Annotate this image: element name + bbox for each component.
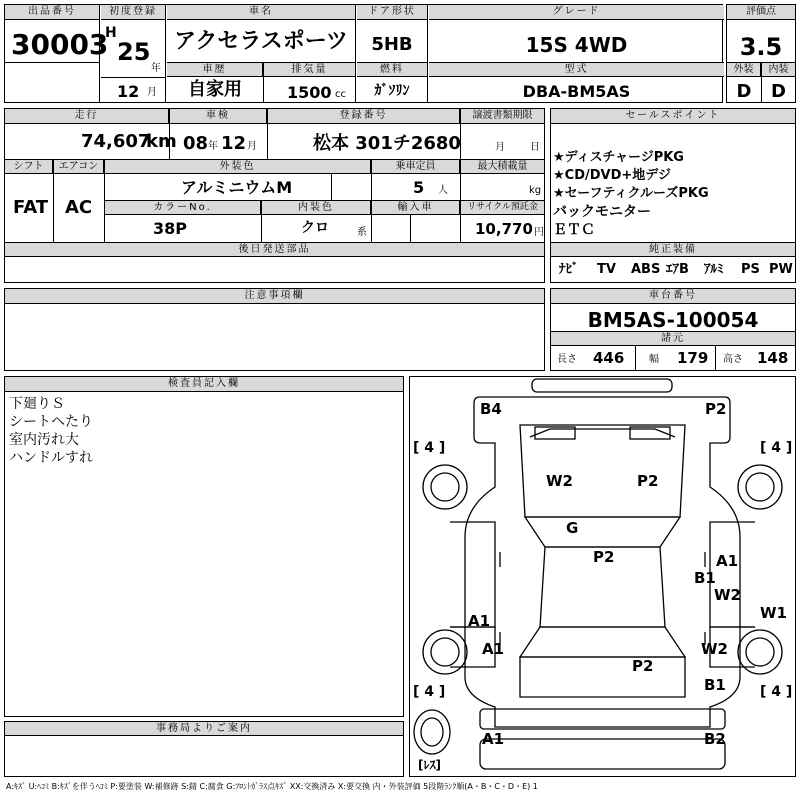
door-cell <box>357 5 428 102</box>
damage-mark: B1 <box>694 569 716 587</box>
inspector-note: 室内汚れ大 <box>9 432 79 448</box>
office-label: 事務局よりご案内 <box>5 722 403 736</box>
damage-mark: P2 <box>705 400 727 418</box>
damage-mark: G <box>566 519 579 537</box>
damage-mark: A1 <box>716 552 739 570</box>
shift-label: シフト <box>5 160 53 174</box>
displacement: 1500 <box>287 83 332 102</box>
damage-mark: W2 <box>714 586 741 604</box>
displacement-label: 排気量 <box>264 63 355 77</box>
sales-point-item: ★セーフティクルーズPKG <box>553 186 709 201</box>
reg-year-unit: 年 <box>151 63 161 74</box>
reg-no-label: 登録番号 <box>268 109 460 124</box>
damage-mark: A1 <box>482 730 505 748</box>
sales-point-item: バックモニター <box>553 204 651 220</box>
tire-rl: [ 4 ] <box>413 684 446 700</box>
ac: AC <box>65 197 93 218</box>
damage-mark: P2 <box>637 472 659 490</box>
damage-mark: B4 <box>480 400 502 418</box>
interior-grade: D <box>771 81 786 102</box>
reg-month-unit: 月 <box>147 87 157 98</box>
model: DBA-BM5AS <box>522 82 631 101</box>
height-value: 148 <box>757 349 789 367</box>
int-color-label: 内装色 <box>262 201 371 215</box>
int-color: クロ <box>301 220 329 236</box>
transfer-label: 譲渡書類期限 <box>461 109 544 124</box>
car-name-cell <box>167 5 356 102</box>
sales-point-item: ＥＴＣ <box>553 222 595 238</box>
door-label: ドア形状 <box>357 5 427 20</box>
mileage-unit: km <box>146 131 177 152</box>
spec-block <box>4 108 545 283</box>
width-value: 179 <box>677 349 709 367</box>
damage-mark: W2 <box>701 640 728 658</box>
sales-point-block <box>550 108 796 283</box>
lot-cell <box>5 5 109 102</box>
lot-label: 出品番号 <box>5 5 99 20</box>
mileage: 74,607 <box>81 131 151 152</box>
score: 3.5 <box>739 33 783 61</box>
color-no-label: カラーNo. <box>105 201 261 215</box>
notes-block <box>4 288 545 371</box>
equipment-item: ABS <box>631 262 661 277</box>
car-name: アクセラスポーツ <box>174 29 348 54</box>
damage-mark: W1 <box>760 604 787 622</box>
equipment-item: ｴｱB <box>666 262 689 277</box>
grade: 15S 4WD <box>525 33 628 57</box>
first-reg-label: 初度登録 <box>101 5 165 20</box>
grade-label: グレード <box>429 5 724 20</box>
length-label: 長さ <box>557 354 577 365</box>
dimensions-label: 諸元 <box>551 332 795 346</box>
chassis-number: BM5AS-100054 <box>587 308 759 332</box>
damage-mark: B2 <box>704 730 726 748</box>
sales-point-label: セールスポイント <box>551 109 795 124</box>
chassis-block <box>550 288 796 371</box>
tire-rr: [ 4 ] <box>760 684 793 700</box>
reg-no: 松本 301チ2680 <box>313 133 461 154</box>
damage-mark: A1 <box>468 612 491 630</box>
reg-year: 25 <box>117 38 151 66</box>
color-no: 38P <box>153 219 187 238</box>
inspector-label: 検査員記入欄 <box>5 377 403 392</box>
equipment-label: 純正装備 <box>551 243 795 257</box>
length-value: 446 <box>593 349 625 367</box>
displacement-unit: cc <box>335 89 346 100</box>
tire-fl: [ 4 ] <box>413 440 446 456</box>
damage-mark: W2 <box>546 472 573 490</box>
inspection-month: 12 <box>221 133 247 154</box>
tire-fr: [ 4 ] <box>760 440 793 456</box>
sales-point-item: ★CD/DVD+地デジ <box>553 168 672 183</box>
inspection-year: 08 <box>183 133 209 154</box>
damage-mark: P2 <box>632 657 654 675</box>
car-outline <box>410 377 795 776</box>
shift: FAT <box>13 197 49 218</box>
spare-tire: [ﾚｽ] <box>418 758 441 772</box>
interior-label: 内装 <box>762 63 795 77</box>
inspector-block <box>4 376 404 717</box>
sales-point-item: ★ディスチャージPKG <box>553 150 684 165</box>
equipment-item: ﾅﾋﾞ <box>559 262 579 277</box>
capacity-label: 乗車定員 <box>372 160 460 174</box>
inspection-month-unit: 月 <box>247 141 257 152</box>
damage-mark: A1 <box>482 640 505 658</box>
inspection-label: 車検 <box>170 109 267 124</box>
notes-label: 注意事項欄 <box>5 289 544 304</box>
first-reg-cell <box>101 5 166 102</box>
lot-number: 30003 <box>11 28 109 61</box>
later-parts-label: 後日発送部品 <box>5 243 544 257</box>
legend: A:ｷｽﾞ U:ﾍｺﾐ B:ｷｽﾞを伴うﾍｺﾐ P:要塗装 W:補修跡 S:錆 C:腐食 G:ﾌﾛﾝﾄｶﾞﾗｽ点ｷｽﾞ XX:交換済み X:要交換 内・外装評価 5段階ﾗﾝｸ順(A・B・C・D・E) 1 <box>6 782 538 791</box>
ext-color-label: 外装色 <box>105 160 371 174</box>
history: 自家用 <box>188 79 242 100</box>
score-label: 評価点 <box>727 5 795 20</box>
equipment-item: PW <box>769 262 793 277</box>
reg-month: 12 <box>117 82 140 101</box>
inspection-year-unit: 年 <box>208 141 218 152</box>
exterior-label: 外装 <box>727 63 761 77</box>
import-label: 輸入車 <box>372 201 460 215</box>
damage-mark: B1 <box>704 676 726 694</box>
damage-mark: P2 <box>593 548 615 566</box>
inspector-note: シートヘたり <box>9 414 93 430</box>
recycle-label: リサイクル預託金 <box>461 201 544 215</box>
int-color-unit: 系 <box>357 227 367 238</box>
equipment-item: ｱﾙﾐ <box>704 262 724 277</box>
history-label: 車歴 <box>167 63 263 77</box>
equipment-item: PS <box>741 262 760 277</box>
inspector-note: ハンドルすれ <box>9 450 93 466</box>
door: 5HB <box>371 34 413 55</box>
exterior-grade: D <box>736 81 752 102</box>
mileage-label: 走行 <box>5 109 169 124</box>
ac-label: エアコン <box>54 160 104 174</box>
recycle: 10,770 <box>475 220 533 238</box>
model-label: 型式 <box>429 63 724 77</box>
transfer-month-unit: 月 <box>495 142 505 153</box>
chassis-label: 車台番号 <box>551 289 795 304</box>
width-label: 幅 <box>649 354 659 365</box>
height-label: 高さ <box>723 354 743 365</box>
ext-color: アルミニウムM <box>181 178 293 197</box>
fuel: ｶﾞｿﾘﾝ <box>374 83 410 99</box>
era: H <box>105 25 117 41</box>
office-block <box>4 721 404 777</box>
score-block <box>726 4 796 103</box>
load-label: 最大積載量 <box>461 160 544 174</box>
fuel-label: 燃料 <box>357 63 427 77</box>
capacity: 5 <box>413 178 425 197</box>
capacity-unit: 人 <box>438 185 448 196</box>
header-block <box>4 4 723 103</box>
car-name-label: 車名 <box>167 5 355 20</box>
equipment-item: TV <box>597 262 616 277</box>
transfer-day-unit: 日 <box>530 142 540 153</box>
car-diagram <box>409 376 796 777</box>
recycle-unit: 円 <box>534 227 544 238</box>
inspector-note: 下廻りＳ <box>9 396 65 412</box>
load-unit: kg <box>529 185 542 196</box>
grade-cell <box>429 5 724 102</box>
